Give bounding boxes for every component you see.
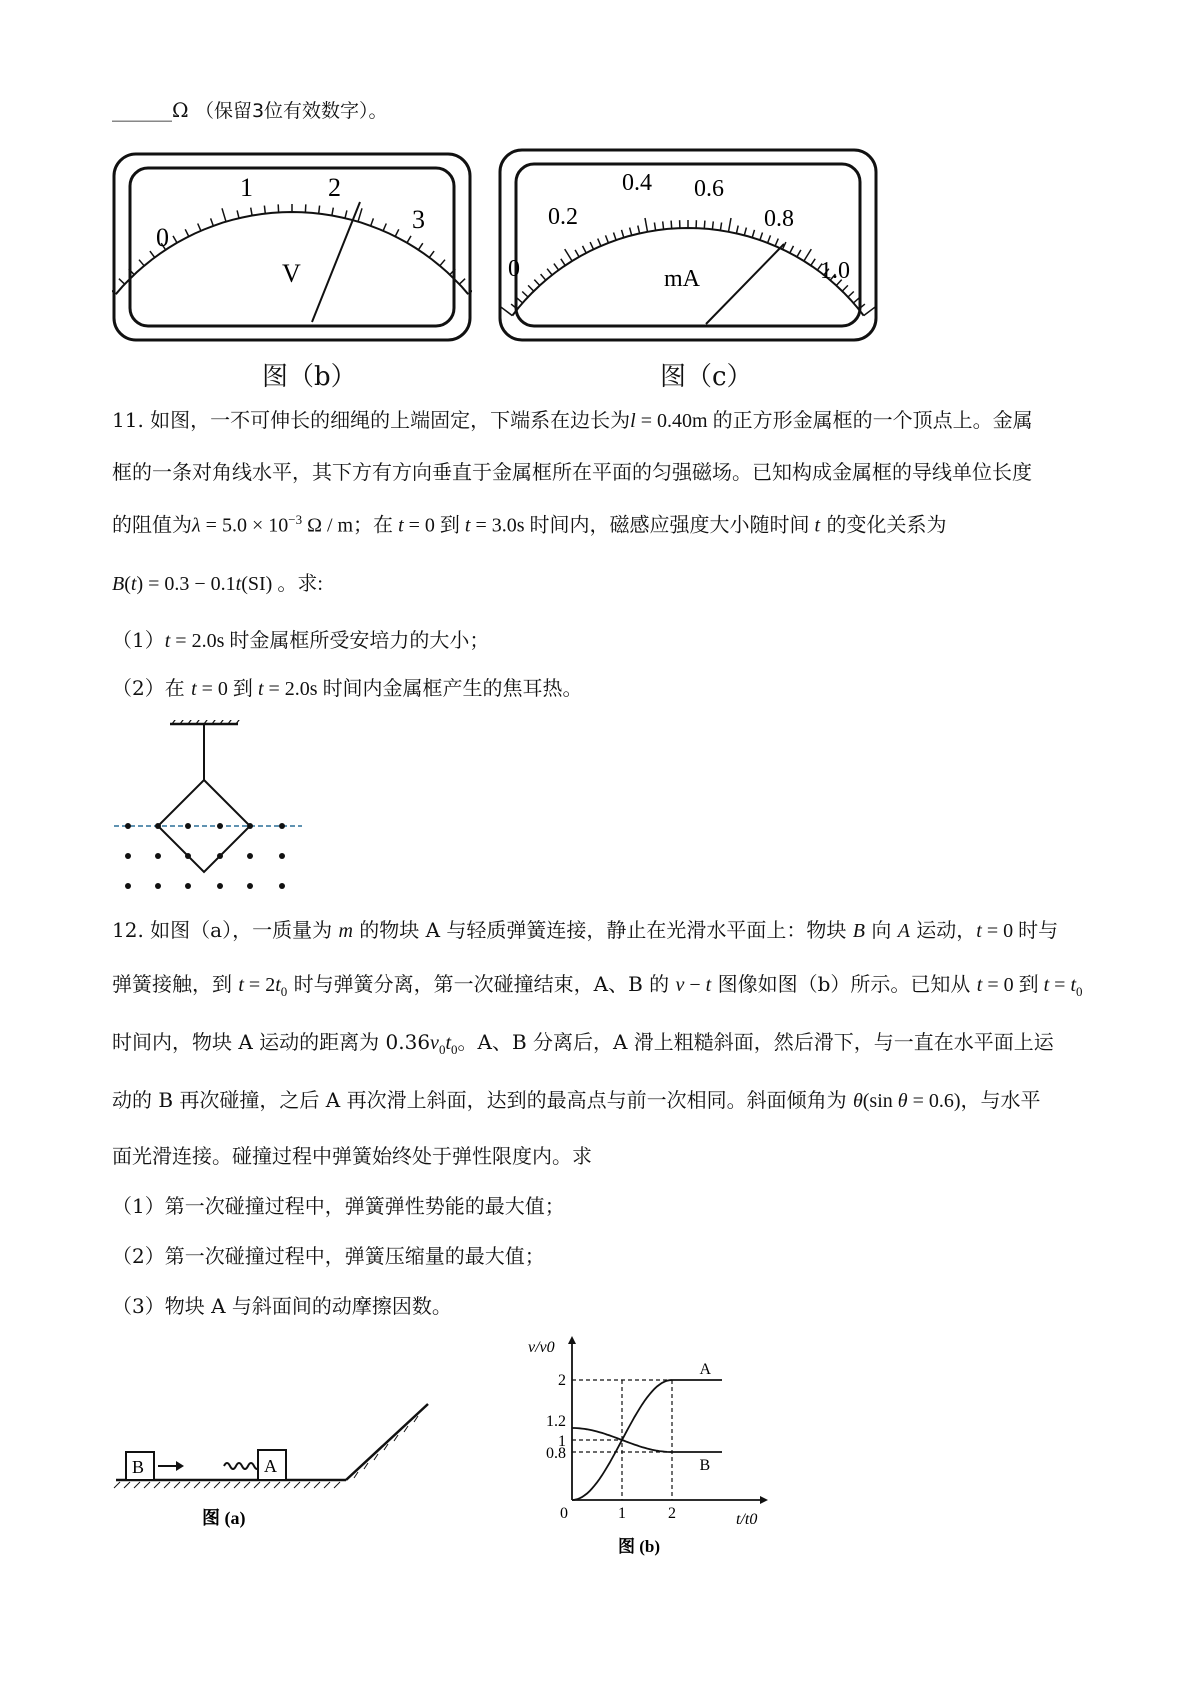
y-tick-label: 1 bbox=[558, 1433, 566, 1450]
scale-tick bbox=[565, 249, 572, 261]
q12-text: 时间内，物块 A 运动的距离为 0.36 bbox=[112, 1030, 431, 1054]
scale-tick bbox=[638, 226, 640, 234]
scale-tick bbox=[395, 229, 399, 236]
scale-tick bbox=[429, 251, 434, 257]
voltmeter-unit-label: V bbox=[282, 259, 301, 288]
q12-text: − bbox=[684, 974, 706, 996]
q11-line-1 bbox=[112, 408, 1033, 433]
q11-part-2 bbox=[112, 676, 583, 701]
q11-var-B: B bbox=[112, 573, 125, 595]
milliammeter-tick-0: 0 bbox=[508, 256, 520, 282]
voltmeter-needle bbox=[312, 202, 360, 322]
milliammeter-tick-0.8: 0.8 bbox=[764, 206, 794, 232]
block-a-label: A bbox=[264, 1456, 277, 1476]
q12-var-theta: θ bbox=[852, 1090, 863, 1112]
scale-tick bbox=[654, 223, 655, 231]
scale-tick bbox=[842, 285, 848, 291]
q12-var-t0: t bbox=[445, 1032, 451, 1054]
x-tick-label: 0 bbox=[560, 1505, 568, 1522]
scale-tick bbox=[614, 233, 617, 241]
q12-text: = 0 时与 bbox=[981, 920, 1059, 942]
x-tick-label: 2 bbox=[668, 1505, 676, 1522]
y-tick-label: 0.8 bbox=[546, 1445, 566, 1462]
milliammeter-unit-label: mA bbox=[664, 266, 700, 292]
q12-text: 运动， bbox=[909, 918, 977, 942]
figure-b12-caption: 图 (b) bbox=[618, 1537, 661, 1556]
scale-tick bbox=[459, 279, 465, 285]
q12-text: 的物块 A 与轻质弹簧连接，静止在光滑水平面上：物块 bbox=[352, 918, 853, 942]
scale-tick bbox=[440, 260, 445, 266]
scale-tick bbox=[541, 274, 546, 280]
q12-text: 向 bbox=[865, 918, 898, 942]
answer-blank-line bbox=[112, 98, 388, 123]
q12-line-3 bbox=[112, 1030, 1054, 1058]
sig-fig-note: （保留3位有效数字）。 bbox=[194, 100, 388, 122]
y-tick-label: 1.2 bbox=[546, 1413, 566, 1430]
figure-a-caption: 图 (a) bbox=[202, 1508, 246, 1528]
scale-tick bbox=[583, 246, 587, 253]
scale-tick bbox=[622, 230, 624, 238]
scale-tick bbox=[663, 221, 664, 229]
scale-tick bbox=[173, 236, 177, 243]
scale-tick bbox=[575, 250, 579, 257]
milliammeter-outer-frame bbox=[500, 150, 876, 340]
q12-text: = 0 到 bbox=[982, 974, 1044, 996]
voltmeter-tick-2: 2 bbox=[328, 173, 341, 202]
y-axis-arrowhead bbox=[568, 1336, 576, 1344]
scale-tick bbox=[768, 235, 771, 243]
q12-var-t: t bbox=[705, 974, 712, 996]
milliammeter-needle bbox=[706, 244, 784, 324]
figure-b-caption: 图（b） bbox=[262, 362, 357, 392]
scale-tick bbox=[150, 251, 155, 257]
scale-tick bbox=[264, 206, 265, 214]
answer-blank: ______ bbox=[112, 98, 172, 122]
scale-tick bbox=[332, 208, 333, 216]
scale-tick bbox=[720, 223, 721, 231]
q12-subscript: 0 bbox=[280, 984, 288, 999]
scale-tick bbox=[848, 292, 854, 298]
voltmeter-tick-1: 1 bbox=[240, 173, 253, 202]
scale-tick bbox=[237, 210, 239, 218]
q11-text: = 3.0s 时间内，磁感应强度大小随时间 bbox=[470, 514, 815, 537]
series-b-label: B bbox=[699, 1457, 711, 1474]
y-tick-label: 2 bbox=[558, 1372, 566, 1389]
q12-text: 时与弹簧分离，第一次碰撞结束，A、B 的 bbox=[287, 972, 676, 996]
q11-line-3 bbox=[112, 512, 946, 538]
milliammeter-tick-0.4: 0.4 bbox=[622, 170, 652, 196]
q11-text: (SI) 。求: bbox=[241, 573, 323, 595]
q11-text: = 0 到 bbox=[403, 514, 465, 537]
scale-tick bbox=[371, 218, 374, 226]
q12-line-5: 面光滑连接。碰撞过程中弹簧始终处于弹性限度内。求 bbox=[112, 1144, 592, 1168]
spring-icon bbox=[224, 1463, 260, 1469]
q12-var-B: B bbox=[852, 920, 865, 942]
scale-tick bbox=[501, 307, 512, 315]
q12-text: 。A、B 分离后，A 滑上粗糙斜面，然后滑下，与一直在水平面上运 bbox=[457, 1030, 1054, 1054]
q12-var-m: m bbox=[338, 920, 353, 942]
scale-tick bbox=[671, 221, 672, 229]
q11-text: ) = 0.3 − 0.1 bbox=[136, 573, 236, 595]
scale-tick bbox=[811, 259, 815, 266]
q11-text: （1） bbox=[112, 628, 165, 652]
scale-tick bbox=[534, 280, 539, 286]
milliammeter-inner-frame bbox=[516, 164, 860, 326]
milliammeter-tick-0.6: 0.6 bbox=[694, 176, 724, 202]
scale-tick bbox=[775, 239, 778, 246]
q12-part-2: （2）第一次碰撞过程中，弹簧压缩量的最大值； bbox=[112, 1244, 545, 1268]
scale-tick bbox=[804, 249, 811, 261]
scale-tick bbox=[704, 221, 705, 229]
q11-text: = 0 到 bbox=[196, 678, 258, 700]
x-tick-label: 1 bbox=[618, 1505, 626, 1522]
milliammeter-tick-0.2: 0.2 bbox=[548, 204, 578, 230]
scale-tick bbox=[119, 279, 125, 285]
q12-var-t: t bbox=[1043, 974, 1050, 996]
q12-text: 弹簧接触，到 bbox=[112, 972, 239, 996]
q11-line-4 bbox=[112, 572, 323, 596]
q12-var-t0: t bbox=[275, 974, 281, 996]
q11-var-t: t bbox=[130, 573, 137, 595]
scale-tick bbox=[630, 228, 632, 236]
q12-var-v0: v bbox=[430, 1032, 439, 1054]
scale-tick bbox=[319, 206, 320, 214]
voltmeter-tick-3: 3 bbox=[412, 205, 425, 234]
q12-text: 动的 B 再次碰撞，之后 A 再次滑上斜面，达到的最高点与前一次相同。斜面倾角为 bbox=[112, 1088, 853, 1112]
q11-var-lambda: λ bbox=[192, 514, 201, 537]
scale-tick bbox=[790, 246, 794, 253]
q11-var-l: l bbox=[630, 410, 636, 432]
q12-text: 12. 如图（a），一质量为 bbox=[112, 918, 339, 942]
scale-tick bbox=[554, 264, 559, 271]
scale-tick bbox=[598, 239, 601, 246]
milliammeter-tick-1.0: 1.0 bbox=[820, 258, 850, 284]
scale-tick bbox=[752, 230, 754, 238]
incline-surface bbox=[346, 1404, 428, 1480]
magnetic-field-dots bbox=[125, 823, 285, 889]
scale-tick bbox=[222, 208, 226, 221]
vt-chart bbox=[510, 1330, 770, 1560]
q12-subscript: 0 bbox=[438, 1042, 446, 1057]
q11-var-t: t bbox=[398, 514, 404, 537]
block-b-label: B bbox=[132, 1457, 145, 1477]
q11-text: （2）在 bbox=[112, 676, 192, 700]
q11-text: Ω / m；在 bbox=[302, 514, 399, 537]
scale-tick bbox=[358, 208, 362, 221]
q11-var-t: t bbox=[464, 514, 471, 537]
scale-tick bbox=[383, 224, 386, 231]
scale-tick bbox=[736, 226, 738, 234]
q12-var-v: v bbox=[675, 974, 685, 996]
q11-text: = 0.40m 的正方形金属框的一个顶点上。金属 bbox=[635, 410, 1033, 432]
voltmeter-figure bbox=[112, 152, 472, 342]
q11-text: ( bbox=[124, 573, 131, 595]
q12-text: = bbox=[1049, 974, 1071, 996]
q12-subscript: 0 bbox=[451, 1042, 458, 1057]
voltmeter-tick-0: 0 bbox=[156, 223, 169, 252]
scale-tick bbox=[864, 307, 875, 315]
q11-text: 的变化关系为 bbox=[820, 512, 947, 537]
scale-tick bbox=[760, 233, 763, 241]
scale-tick bbox=[528, 285, 534, 291]
q11-var-t: t bbox=[164, 630, 171, 652]
velocity-arrowhead bbox=[176, 1461, 184, 1471]
scale-tick bbox=[139, 260, 144, 266]
q11-var-t: t bbox=[257, 678, 264, 700]
q12-line-4 bbox=[112, 1088, 1041, 1113]
voltmeter-inner-frame bbox=[130, 168, 454, 326]
q12-subscript: 0 bbox=[1076, 984, 1083, 999]
q11-exponent: −3 bbox=[288, 512, 303, 527]
q12-text: 图像如图（b）所示。已知从 bbox=[711, 972, 977, 996]
q11-text: 的阻值为 bbox=[112, 512, 192, 537]
q11-text: 11. 如图，一不可伸长的细绳的上端固定，下端系在边长为 bbox=[112, 408, 631, 432]
q11-part-1 bbox=[112, 628, 489, 653]
milliammeter-figure bbox=[498, 148, 878, 342]
scale-tick bbox=[590, 242, 593, 249]
figure-c-caption: 图（c） bbox=[660, 362, 753, 392]
scale-tick bbox=[211, 218, 214, 226]
scale-tick bbox=[744, 228, 746, 236]
square-frame-diagram bbox=[112, 720, 312, 896]
q11-var-t: t bbox=[235, 573, 242, 595]
q11-var-t: t bbox=[191, 678, 197, 700]
q12-line-2 bbox=[112, 972, 1083, 1000]
q12-text: (sin bbox=[862, 1090, 898, 1112]
q12-var-t0: t bbox=[1070, 974, 1076, 996]
scale-tick bbox=[407, 236, 411, 243]
scale-tick bbox=[345, 210, 347, 218]
scale-tick bbox=[198, 224, 201, 231]
q12-text: = 2 bbox=[243, 974, 276, 996]
q12-line-1 bbox=[112, 918, 1058, 943]
q12-var-t: t bbox=[976, 974, 983, 996]
scale-tick bbox=[251, 208, 252, 216]
scale-tick bbox=[547, 269, 552, 275]
q12-var-A: A bbox=[897, 920, 910, 942]
q11-text: = 5.0 × 10 bbox=[200, 514, 289, 537]
scale-tick bbox=[418, 243, 422, 250]
scale-tick bbox=[797, 250, 801, 257]
q12-part-1: （1）第一次碰撞过程中，弹簧弹性势能的最大值； bbox=[112, 1194, 565, 1218]
q11-var-t: t bbox=[814, 514, 821, 537]
q11-line-2: 框的一条对角线水平，其下方有方向垂直于金属框所在平面的匀强磁场。已知构成金属框的导线单位长度 bbox=[112, 460, 1032, 484]
series-a-label: A bbox=[699, 1361, 712, 1378]
q12-var-t: t bbox=[976, 920, 982, 942]
scale-tick bbox=[522, 292, 528, 298]
scale-tick bbox=[712, 221, 713, 229]
x-axis-label: t/t0 bbox=[736, 1511, 758, 1528]
q12-var-theta: θ bbox=[897, 1090, 908, 1112]
x-axis-arrowhead bbox=[760, 1496, 768, 1504]
q12-part-3: （3）物块 A 与斜面间的动摩擦因数。 bbox=[112, 1294, 452, 1318]
q11-text: = 2.0s 时间内金属框产生的焦耳热。 bbox=[263, 678, 583, 700]
q11-text: = 2.0s 时金属框所受安培力的大小； bbox=[170, 630, 490, 652]
scale-tick bbox=[561, 259, 565, 266]
scale-tick bbox=[606, 235, 609, 243]
q12-var-t: t bbox=[238, 974, 244, 996]
scale-tick bbox=[185, 229, 189, 236]
scale-tick bbox=[729, 218, 732, 232]
q12-text: = 0.6)，与水平 bbox=[907, 1090, 1041, 1112]
scale-tick bbox=[645, 218, 648, 232]
y-axis-label: v/v0 bbox=[528, 1339, 555, 1356]
ohm-symbol: Ω bbox=[172, 98, 189, 122]
figure-a-collision bbox=[112, 1340, 442, 1540]
scale-tick bbox=[517, 298, 523, 303]
